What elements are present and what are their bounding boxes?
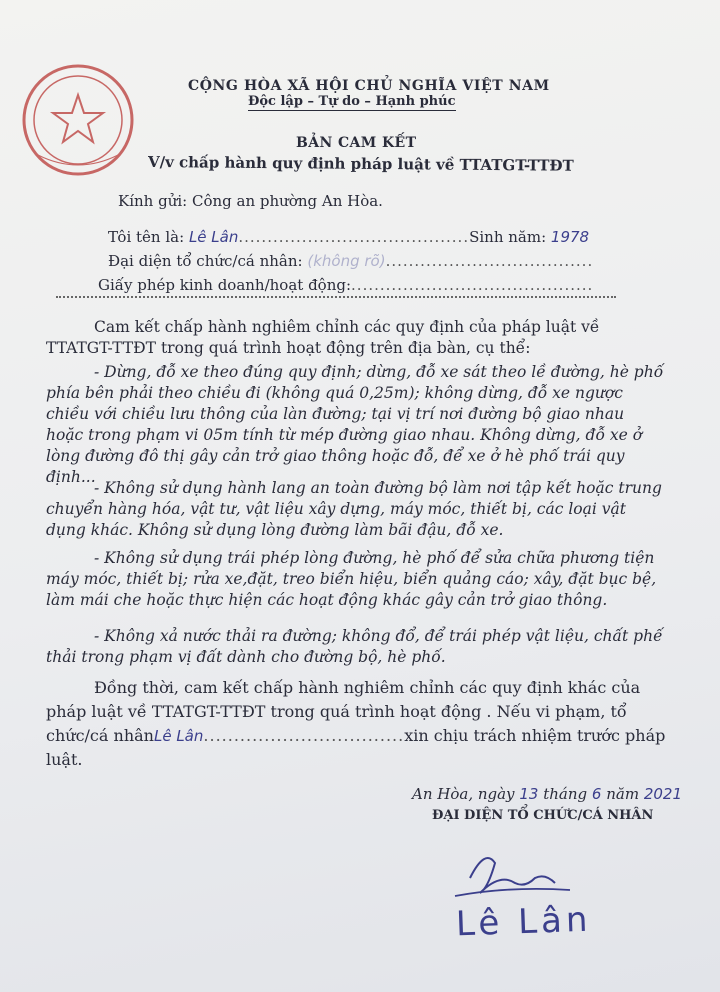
license-label: Giấy phép kinh doanh/hoạt động: — [98, 276, 352, 294]
intro-paragraph: Cam kết chấp hành nghiêm chỉnh các quy định của pháp luật về TTATGT-TTĐT trong quá trình hoạt động trên địa bàn, cụ thể: — [46, 318, 600, 357]
motto: Độc lập – Tự do – Hạnh phúc — [248, 94, 456, 109]
name-dots: ........................................ — [238, 228, 470, 246]
document-title: BẢN CAM KẾT — [296, 135, 417, 151]
document-subject: V/v chấp hành quy định pháp luật về TTATGT-TTĐT — [147, 153, 574, 175]
commitment-item-1: - Dừng, đỗ xe theo đúng quy định; dừng, đỗ xe sát theo lề đường, hè phố phía bên phải theo chiều đi (không quá 0,25m); không dừng, đỗ xe ngược chiều với chiều lưu thông của làn đường; tại vị trí nơi đường bộ giao nhau hoặc trong phạm vi 05m tính từ mép đường giao nhau. Không dừng, đỗ xe ở lòng đường đô thị gây cản trở giao thông hoặc đỗ, để xe ở hè phố trái quy định... — [46, 363, 664, 486]
place-date — [412, 785, 682, 803]
signer-name: Lê Lân — [455, 899, 593, 945]
name-value: Lê Lân — [188, 228, 239, 246]
representative-value: (không rõ) — [307, 252, 386, 270]
commitment-item-2: - Không sử dụng hành lang an toàn đường bộ làm nơi tập kết hoặc trung chuyển hàng hóa, vật tư, vật liệu xây dựng, máy móc, thiết bị, các loại vật dụng khác. Không sử dụng lòng đường làm bãi đậu, đỗ xe. — [46, 479, 662, 539]
commitment-item-4: - Không xả nước thải ra đường; không đổ, để trái phép vật liệu, chất phế thải trong phạm vị đất dành cho đường bộ, hè phố. — [46, 627, 663, 666]
representative-line — [108, 252, 593, 270]
date-year: 2021 — [643, 785, 683, 803]
birth-label: Sinh năm: — [469, 228, 547, 246]
representative-title: ĐẠI DIỆN TỔ CHỨC/CÁ NHÂN — [432, 808, 654, 823]
name-line — [108, 228, 589, 246]
representative-label: Đại diện tổ chức/cá nhân: — [108, 252, 303, 270]
conclusion-name: Lê Lân — [153, 727, 204, 745]
greeting: Kính gửi: Công an phường An Hòa. — [118, 192, 383, 210]
commitment-item-3: - Không sử dụng trái phép lòng đường, hè phố để sửa chữa phương tiện máy móc, thiết bị; rửa xe,đặt, treo biển hiệu, biển quảng cáo; xây, đặt bục bệ, làm mái che hoặc thực hiện các hoạt động khác gây cản trở giao thông. — [46, 549, 657, 609]
date-month: 6 — [591, 785, 602, 803]
place-date-prefix: An Hòa, ngày — [412, 785, 515, 803]
dotted-rule — [56, 296, 616, 298]
official-seal — [18, 60, 138, 180]
license-dots: .......................................... — [351, 276, 594, 294]
conclusion-end: xin chịu trách nhiệm trước pháp luật. — [46, 726, 666, 769]
representative-dots: .................................... — [385, 252, 594, 270]
country-header: CỘNG HÒA XÃ HỘI CHỦ NGHĨA VIỆT NAM — [188, 78, 550, 94]
conclusion-paragraph — [46, 676, 666, 772]
birth-value: 1978 — [550, 228, 590, 246]
conclusion-text: Đồng thời, cam kết chấp hành nghiêm chỉnh các quy định khác của pháp luật về TTATGT-TTĐT trong quá trình hoạt động . Nếu vi phạm, tổ chức/cá nhân — [46, 678, 641, 745]
year-label: năm — [606, 785, 640, 803]
name-label: Tôi tên là: — [108, 228, 185, 246]
month-label: tháng — [543, 785, 588, 803]
conclusion-dots: ................................. — [203, 726, 405, 745]
license-line — [98, 276, 593, 294]
date-day: 13 — [519, 785, 539, 803]
